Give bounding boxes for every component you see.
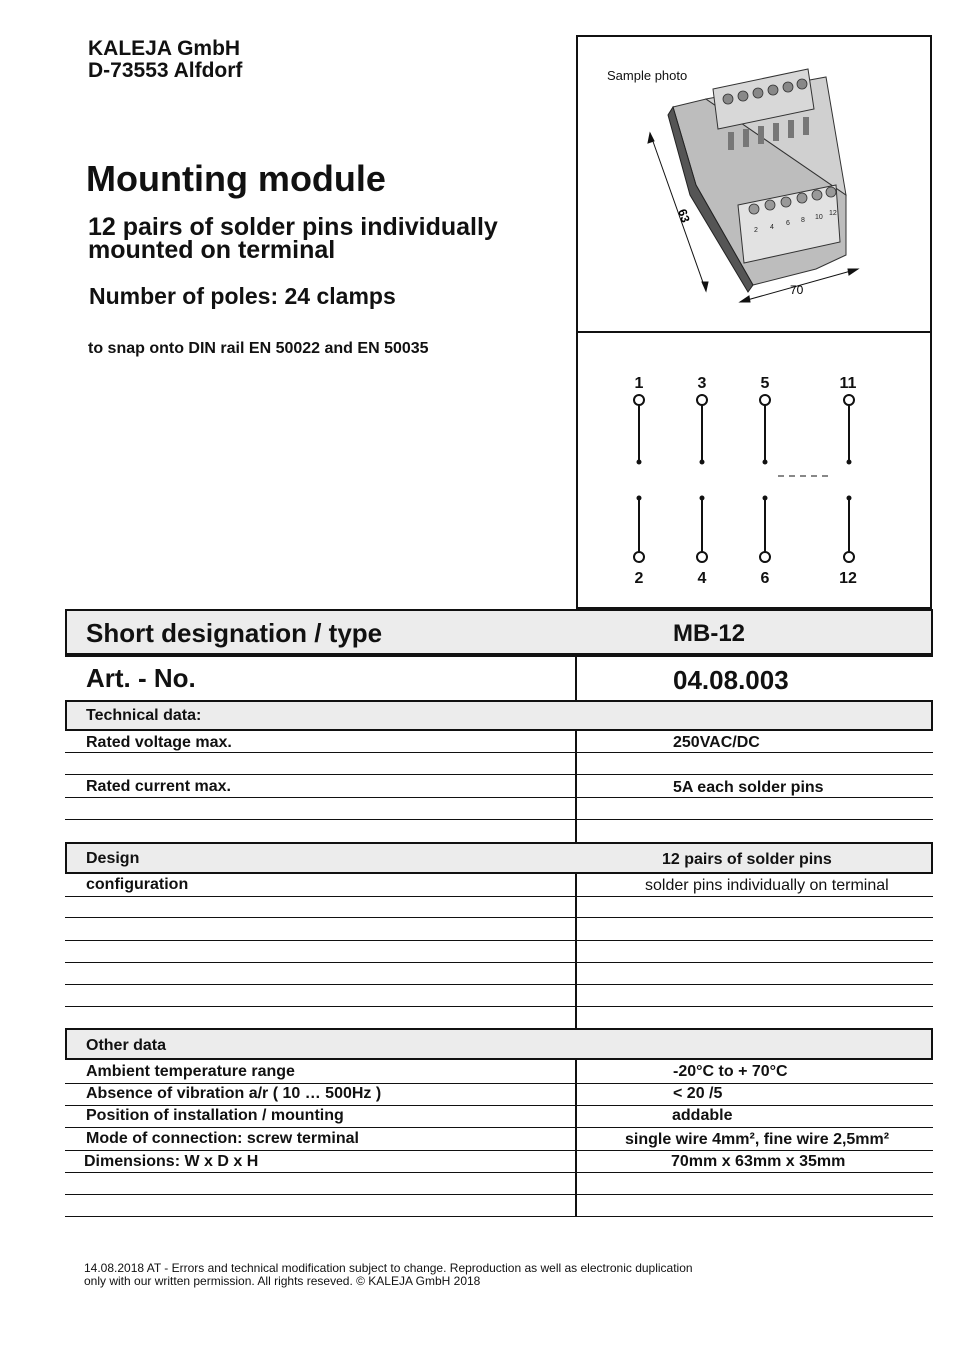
article-value: 04.08.003 <box>673 665 789 695</box>
design-header: Design <box>86 850 140 867</box>
pin-label-top: 3 <box>697 375 707 392</box>
connection-label: Mode of connection: screw terminal <box>86 1130 359 1147</box>
rated-voltage-value: 250VAC/DC <box>673 734 760 751</box>
rated-current-label: Rated current max. <box>86 778 231 795</box>
page-subtitle: 12 pairs of solder pins individually mounted on terminal <box>88 213 498 264</box>
other-header: Other data <box>86 1037 167 1054</box>
company-block <box>88 38 242 82</box>
poles-count: Number of poles: 24 clamps <box>89 283 396 309</box>
pin-label-bottom: 4 <box>697 570 707 587</box>
pin-label-bottom: 6 <box>760 570 770 587</box>
designation-value: MB-12 <box>673 620 746 647</box>
pin-label-top: 5 <box>760 375 770 392</box>
wiring-schematic <box>578 333 930 607</box>
rated-voltage-label: Rated voltage max. <box>86 734 232 751</box>
installation-value: addable <box>672 1107 733 1124</box>
ambient-temp-label: Ambient temperature range <box>86 1063 295 1080</box>
sample-photo-drawing <box>578 37 930 331</box>
terminal-number: 10 <box>815 214 823 221</box>
rail-note: to snap onto DIN rail EN 50022 and EN 50035 <box>88 340 429 357</box>
rated-current-value: 5A each solder pins <box>673 779 824 796</box>
sample-photo-label: Sample photo <box>607 68 688 83</box>
page-title: Mounting module <box>86 158 386 199</box>
ambient-temp-value: -20°C to + 70°C <box>673 1063 788 1080</box>
vibration-label: Absence of vibration a/r ( 10 … 500Hz ) <box>86 1085 382 1102</box>
terminal-number: 12 <box>829 210 837 217</box>
dimensions-value: 70mm x 63mm x 35mm <box>671 1153 846 1170</box>
technical-header: Technical data: <box>86 707 202 724</box>
designation-label: Short designation / type <box>86 618 383 648</box>
connection-value: single wire 4mm², fine wire 2,5mm² <box>625 1131 890 1148</box>
terminal-number: 8 <box>801 217 805 224</box>
pin-label-bottom: 2 <box>634 570 644 587</box>
article-label: Art. - No. <box>86 663 196 693</box>
terminal-number: 4 <box>770 224 774 231</box>
installation-label: Position of installation / mounting <box>86 1107 344 1124</box>
pin-label-bottom: 12 <box>839 570 857 587</box>
footer-note: 14.08.2018 AT - Errors and technical modification subject to change. Reproduction as well as electronic duplication only with our written permission. All rights reseved. © KALEJA GmbH 2018 <box>84 1261 693 1288</box>
company-name: KALEJA GmbH <box>88 37 241 60</box>
company-address: D-73553 Alfdorf <box>88 59 243 82</box>
pin-label-top: 11 <box>839 375 857 392</box>
dimension-depth: 63 <box>675 207 693 225</box>
dimension-width: 70 <box>790 283 804 297</box>
dimensions-label: Dimensions: W x D x H <box>84 1153 259 1170</box>
design-header-value: 12 pairs of solder pins <box>662 851 832 868</box>
vibration-value: < 20 /5 <box>673 1085 723 1102</box>
terminal-number: 6 <box>786 220 790 227</box>
pin-label-top: 1 <box>634 375 644 392</box>
configuration-value: solder pins individually on terminal <box>645 877 889 894</box>
configuration-label: configuration <box>86 876 189 893</box>
terminal-number: 2 <box>754 227 758 234</box>
other-section-header <box>65 1028 933 1060</box>
